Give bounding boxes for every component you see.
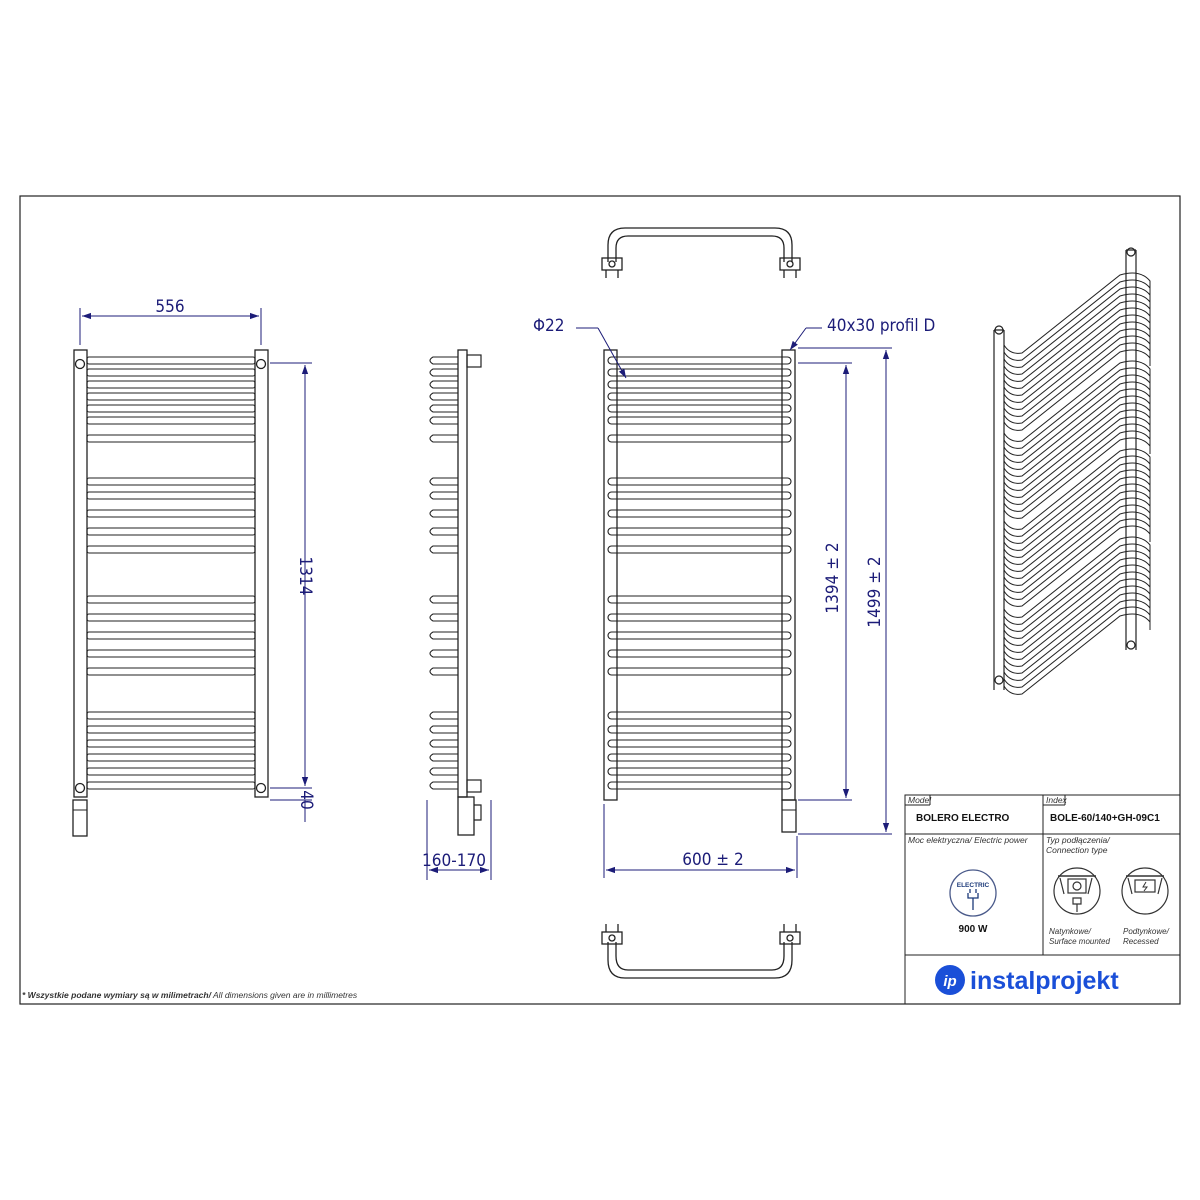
rung-tube [1004,498,1150,578]
rung-tube [1004,544,1150,624]
rung-tube [608,357,791,364]
rung-tube [430,768,458,775]
connection-label: Typ podłączenia/ Connection type [1046,835,1110,855]
isometric-view [994,248,1150,694]
rung-tube [430,393,458,400]
rung-tube [430,492,458,499]
rung-tube [87,369,255,376]
rung-tube [430,435,458,442]
mount-bracket-icon [76,360,85,369]
rung-tube [1004,308,1150,388]
front-height-label: 1314 [295,556,315,596]
rung-tube [87,393,255,400]
rung-tube [87,768,255,775]
rung-tube [608,754,791,761]
rung-tube [87,668,255,675]
front-view [73,350,268,836]
brand-logo [935,965,1119,995]
rung-tube [87,492,255,499]
rung-tube [1004,287,1150,367]
rung-tube [608,528,791,535]
rung-tube [608,650,791,657]
rung-tube [608,726,791,733]
rung-tube [608,632,791,639]
rung-tube [1004,410,1150,490]
svg-text:ELECTRIC: ELECTRIC [956,882,990,889]
rung-tube [430,369,458,376]
front-width-label: 556 [155,297,185,317]
electric-icon [950,870,996,916]
rung-tube [1004,280,1150,360]
main-view [604,350,796,832]
rung-tube [1004,273,1150,353]
rung-tube [608,782,791,789]
rung-tube [87,740,255,747]
front-dimensions [80,308,312,822]
rung-tube [430,668,458,675]
rung-tube [608,393,791,400]
rung-tube [87,357,255,364]
rung-tube [608,712,791,719]
sheet-border [20,196,1180,1004]
side-rail [458,350,467,797]
rung-tube [1004,456,1150,536]
rung-tube [87,546,255,553]
rung-tube [608,768,791,775]
index-label: Index [1046,795,1067,805]
rung-tube [608,614,791,621]
rung-tube [1004,551,1150,631]
side-bars [430,357,458,789]
rung-tube [87,632,255,639]
pipe-diameter-label: Φ22 [533,316,565,336]
rung-tube [608,492,791,499]
rung-tube [430,417,458,424]
power-label: Moc elektryczna/ Electric power [908,835,1028,845]
rung-tube [1004,586,1150,666]
width-total-label: 600 ± 2 [682,850,744,870]
heater-element [458,797,474,835]
rung-tube [430,754,458,761]
surface-mounted-label: Natynkowe/ Surface mounted [1049,927,1110,946]
recessed-label: Podtynkowe/ Recessed [1123,927,1169,946]
rung-tube [1004,315,1150,395]
rung-tube [1004,558,1150,638]
front-left-rail [74,350,87,797]
rung-tube [1004,294,1150,374]
rung-tube [1004,361,1150,441]
rung-tube [87,650,255,657]
rung-tube [1004,477,1150,557]
side-view [430,350,481,835]
rung-tube [608,740,791,747]
rung-tube [430,650,458,657]
rung-tube [608,381,791,388]
rung-tube [1004,537,1150,617]
rung-tube [430,712,458,719]
rung-tube [430,357,458,364]
heater-element [782,800,796,832]
rung-tube [430,614,458,621]
rung-tube [87,614,255,621]
rung-tube [1004,449,1150,529]
top-view [602,228,800,278]
rung-tube [1004,403,1150,483]
rung-tube [87,528,255,535]
rung-tube [87,782,255,789]
rung-tube [1004,375,1150,455]
svg-text:ip: ip [943,973,957,990]
recessed-icon [1122,868,1168,914]
rung-tube [430,596,458,603]
rung-tube [430,782,458,789]
rung-tube [1004,396,1150,476]
rung-tube [430,381,458,388]
bottom-view [602,924,800,978]
rung-tube [1004,614,1150,694]
rung-tube [608,435,791,442]
rung-tube [87,754,255,761]
rung-tube [430,478,458,485]
index-value: BOLE-60/140+GH-09C1 [1050,813,1160,824]
rung-tube [1004,389,1150,469]
rung-tube [1004,301,1150,381]
height-inner-label: 1394 ± 2 [823,542,843,614]
brand-name: instalprojekt [970,967,1119,995]
model-value: BOLERO ELECTRO [916,813,1010,824]
front-bottom-label: 40 [296,790,316,810]
mount-bracket-icon [257,784,266,793]
rung-tube [87,510,255,517]
rung-tube [608,546,791,553]
rung-tube [87,478,255,485]
surface-mounted-icon [1054,868,1100,914]
rung-tube [608,510,791,517]
front-right-rail [255,350,268,797]
rung-tube [1004,593,1150,673]
rung-tube [430,726,458,733]
rung-tube [430,510,458,517]
rung-tube [1004,368,1150,448]
rung-tube [87,417,255,424]
rung-tube [608,405,791,412]
height-total-label: 1499 ± 2 [865,556,885,628]
rung-tube [87,596,255,603]
side-depth-label: 160-170 [422,851,486,871]
rung-tube [1004,470,1150,550]
rung-tube [608,369,791,376]
rung-tube [430,632,458,639]
rung-tube [87,726,255,733]
front-bars [87,357,255,789]
rung-tube [430,528,458,535]
heater-element [73,800,87,836]
rung-tube [87,381,255,388]
rung-tube [1004,484,1150,564]
rung-tube [1004,382,1150,462]
mount-bracket-icon [76,784,85,793]
rung-tube [608,596,791,603]
rung-tube [608,417,791,424]
rung-tube [430,740,458,747]
rung-tube [430,546,458,553]
rung-tube [1004,463,1150,543]
rung-tube [1004,491,1150,571]
rung-tube [1004,322,1150,402]
rung-tube [87,405,255,412]
rung-tube [1004,565,1150,645]
mount-bracket-icon [257,360,266,369]
rung-tube [1004,572,1150,652]
rung-tube [87,435,255,442]
rung-tube [608,478,791,485]
power-value: 900 W [958,924,988,935]
footnote: * Wszystkie podane wymiary są w milimetrach/ All dimensions given are in millimetres [22,990,358,1000]
profile-label: 40x30 profil D [827,316,936,336]
rung-tube [608,668,791,675]
model-label: Model [908,795,932,805]
rung-tube [1004,600,1150,680]
rung-tube [430,405,458,412]
main-bars [608,357,791,789]
rung-tube [87,712,255,719]
